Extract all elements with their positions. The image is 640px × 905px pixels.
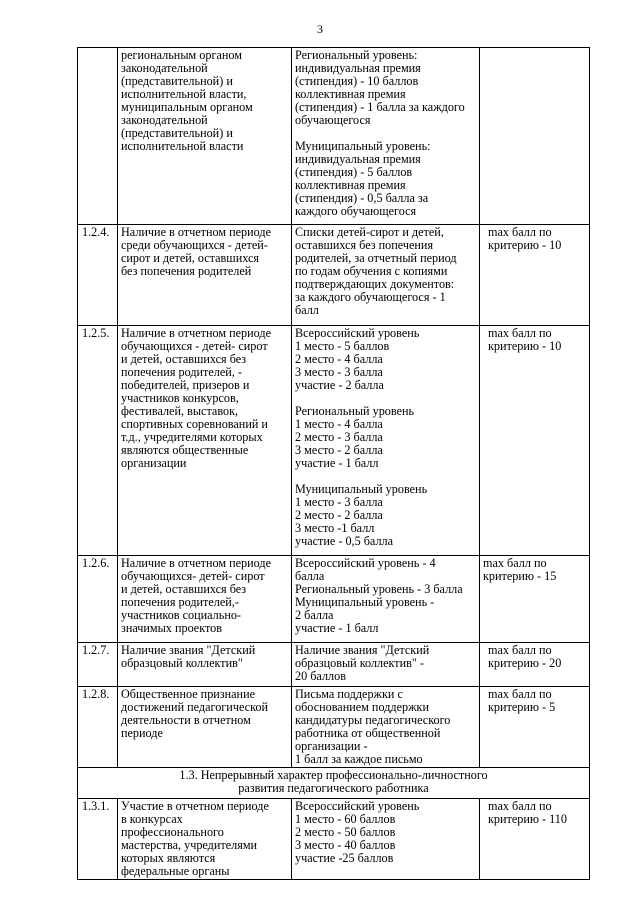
evaluation-cell: Всероссийский уровень 1 место - 5 баллов 2 место - 4 балла 3 место - 3 балла участие - 2 балла Региональный уровень 1 место - 4 балла 2 место - 3 балла 3 место - 2 балла участие - 1 балл Муниципальный уровень 1 место - 3 балла 2 место - 2 балла 3 место -1 балл участие - 0,5 балла — [292, 326, 480, 556]
max-score-cell: max балл по критерию - 110 — [480, 799, 590, 880]
page-number: 3 — [317, 22, 323, 36]
table-row — [78, 48, 590, 225]
row-number: 1.2.8. — [78, 687, 118, 768]
row-number: 1.2.4. — [78, 225, 118, 326]
table-row — [78, 326, 590, 556]
evaluation-cell: Письма поддержки с обоснованием поддержки кандидатуры педагогического работника от общественной организации - 1 балл за каждое письмо — [292, 687, 480, 768]
table-row — [78, 225, 590, 326]
max-score-cell: max балл по критерию - 20 — [480, 643, 590, 687]
indicator-cell: Участие в отчетном периоде в конкурсах профессионального мастерства, учредителями которых являются федеральные органы — [118, 799, 292, 880]
section-heading: 1.3. Непрерывный характер профессионально-личностного развития педагогического работника — [78, 768, 590, 799]
max-score-cell — [480, 48, 590, 225]
indicator-cell: Общественное признание достижений педагогической деятельности в отчетном периоде — [118, 687, 292, 768]
indicator-cell: Наличие в отчетном периоде обучающихся- детей- сирот и детей, оставшихся без попечения родителей,- участников социально- значимых проектов — [118, 556, 292, 643]
table-row — [78, 687, 590, 768]
indicator-cell: региональным органом законодательной (представительной) и исполнительной власти, муниципальным органом законодательной (представительной) и исполнительной власти — [118, 48, 292, 225]
evaluation-cell: Наличие звания "Детский образцовый коллектив" - 20 баллов — [292, 643, 480, 687]
evaluation-cell: Списки детей-сирот и детей, оставшихся без попечения родителей, за отчетный период по годам обучения с копиями подтверждающих документов: за каждого обучающегося - 1 балл — [292, 225, 480, 326]
max-score-cell: max балл по критерию - 10 — [480, 326, 590, 556]
evaluation-cell: Всероссийский уровень 1 место - 60 баллов 2 место - 50 баллов 3 место - 40 баллов участие -25 баллов — [292, 799, 480, 880]
row-number: 1.2.7. — [78, 643, 118, 687]
row-number: 1.2.6. — [78, 556, 118, 643]
row-number: 1.3.1. — [78, 799, 118, 880]
row-number — [78, 48, 118, 225]
criteria-table — [77, 47, 590, 880]
table-row — [78, 799, 590, 880]
max-score-cell: max балл по критерию - 5 — [480, 687, 590, 768]
table-row — [78, 556, 590, 643]
indicator-cell: Наличие в отчетном периоде среди обучающихся - детей- сирот и детей, оставшихся без попечения родителей — [118, 225, 292, 326]
row-number: 1.2.5. — [78, 326, 118, 556]
max-score-cell: max балл по критерию - 10 — [480, 225, 590, 326]
indicator-cell: Наличие звания "Детский образцовый коллектив" — [118, 643, 292, 687]
table-row — [78, 643, 590, 687]
indicator-cell: Наличие в отчетном периоде обучающихся - детей- сирот и детей, оставшихся без попечения родителей, - победителей, призеров и участников конкурсов, фестивалей, выставок, спортивных соревнований и т.д., учредителями которых являются общественные организации — [118, 326, 292, 556]
max-score-cell: max балл по критерию - 15 — [480, 556, 590, 643]
evaluation-cell: Региональный уровень: индивидуальная премия (стипендия) - 10 баллов коллективная премия (стипендия) - 1 балла за каждого обучающегося Муниципальный уровень: индивидуальная премия (стипендия) - 5 баллов коллективная премия (стипендия) - 0,5 балла за каждого обучающегося — [292, 48, 480, 225]
evaluation-cell: Всероссийский уровень - 4 балла Региональный уровень - 3 балла Муниципальный уровень - 2 балла участие - 1 балл — [292, 556, 480, 643]
section-heading-row — [78, 768, 590, 799]
